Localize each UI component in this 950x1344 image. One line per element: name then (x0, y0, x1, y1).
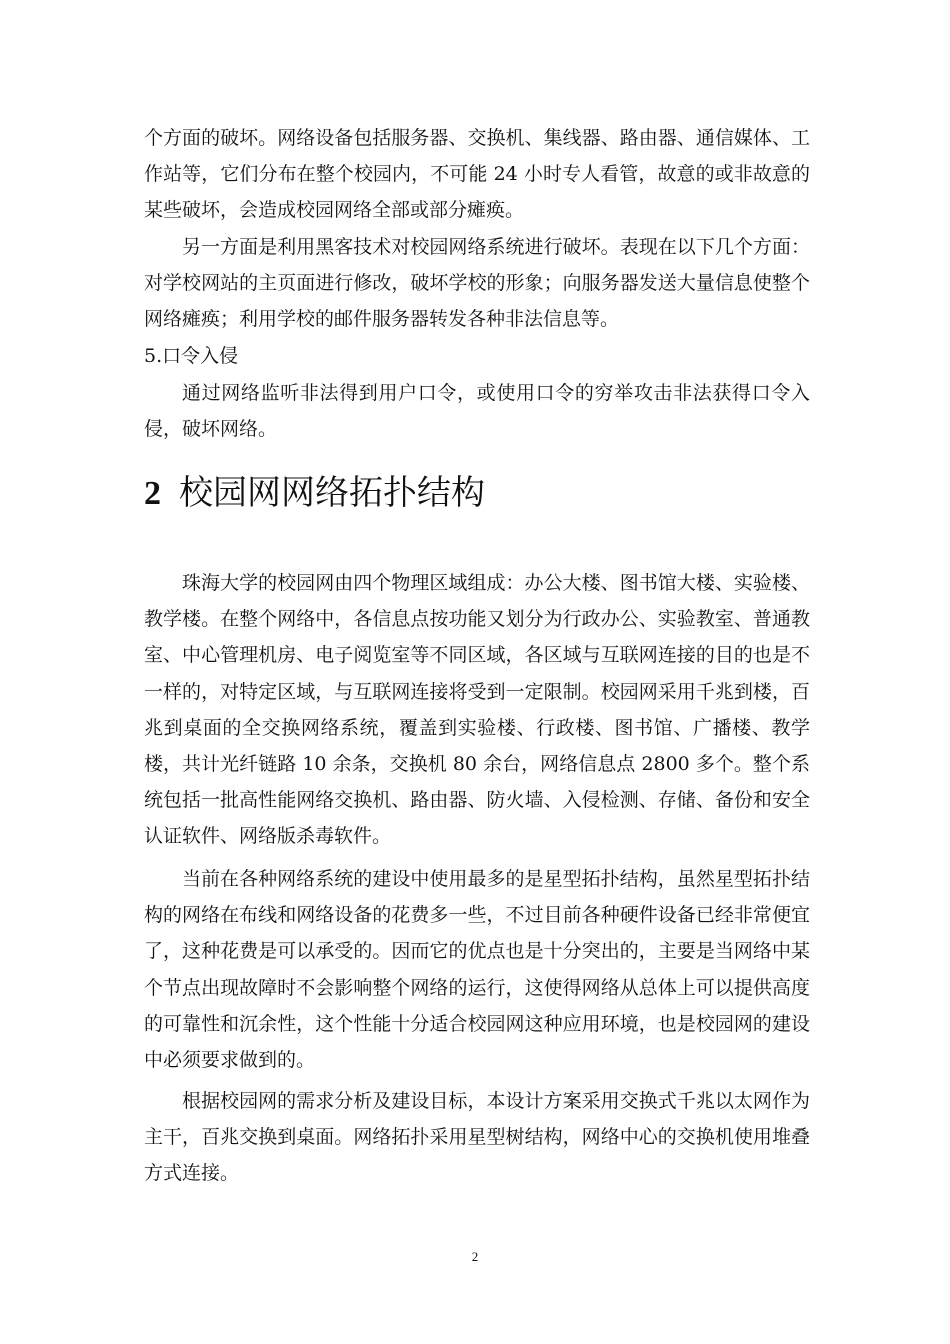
chapter-title-text: 校园网网络拓扑结构 (179, 473, 485, 513)
paragraph-star-topology: 当前在各种网络系统的建设中使用最多的是星型拓扑结构，虽然星型拓扑结构的网络在布线和网络设备的花费多一些，不过目前各种硬件设备已经非常便宜了，这种花费是可以承受的。因而它的优点也是十分突出的，主要是当网络中某个节点出现故障时不会影响整个网络的运行，这使得网络从总体上可以提供高度的可靠性和沉余性，这个性能十分适合校园网这种应用环境，也是校园网的建设中必须要求做到的。 (144, 868, 810, 1072)
paragraph-physical-damage-continued: 个方面的破坏。网络设备包括服务器、交换机、集线器、路由器、通信媒体、工作站等，它们分布在整个校园内，不可能 24 小时专人看管，故意的或非故意的某些破坏，会造成校园网络全部或部分瘫痪。 (144, 127, 810, 222)
chapter-heading (144, 470, 485, 517)
paragraph-password-intrusion: 通过网络监听非法得到用户口令，或使用口令的穷举攻击非法获得口令入侵，破坏网络。 (144, 382, 810, 441)
chapter-number: 2 (144, 475, 161, 512)
paragraph-design-plan: 根据校园网的需求分析及建设目标，本设计方案采用交换式千兆以太网作为主干，百兆交换到桌面。网络拓扑采用星型树结构，网络中心的交换机使用堆叠方式连接。 (144, 1090, 810, 1185)
paragraph-hacker-attack: 另一方面是利用黑客技术对校园网络系统进行破坏。表现在以下几个方面：对学校网站的主页面进行修改，破坏学校的形象；向服务器发送大量信息使整个网络瘫痪；利用学校的邮件服务器转发各种非法信息等。 (144, 236, 810, 331)
subheading-password-intrusion: 5.口令入侵 (144, 345, 239, 367)
paragraph-campus-network: 珠海大学的校园网由四个物理区域组成：办公大楼、图书馆大楼、实验楼、教学楼。在整个网络中，各信息点按功能又划分为行政办公、实验教室、普通教室、中心管理机房、电子阅览室等不同区域，各区域与互联网连接的目的也是不一样的，对特定区域，与互联网连接将受到一定限制。校园网采用千兆到楼，百兆到桌面的全交换网络系统，覆盖到实验楼、行政楼、图书馆、广播楼、教学楼，共计光纤链路 10 余条，交换机 80 余台，网络信息点 2800 多个。整个系统包括一批高性能网络交换机、路由器、防火墙、入侵检测、存储、备份和安全认证软件、网络版杀毒软件。 (144, 572, 810, 848)
page-number: 2 (471, 1249, 479, 1264)
